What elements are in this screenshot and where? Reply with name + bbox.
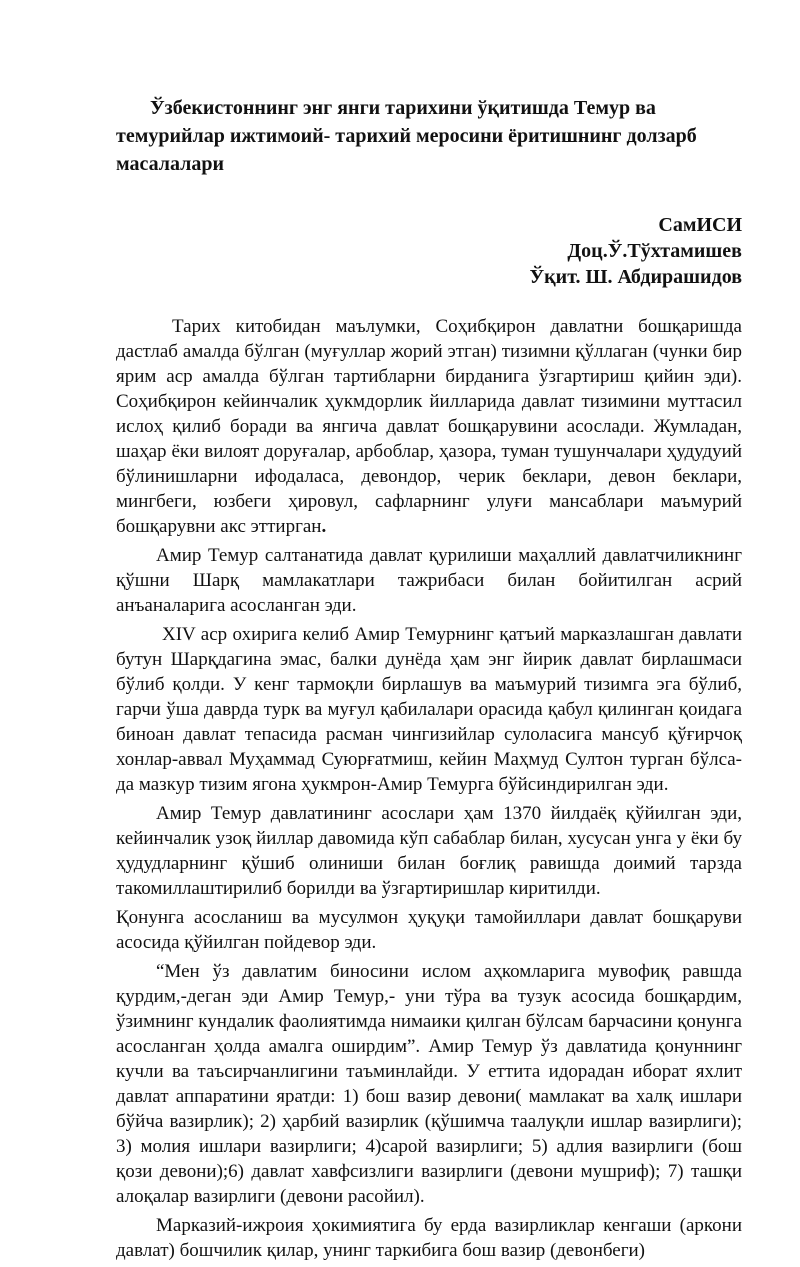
paragraph-text: Тарих китобидан маълумки, Соҳибқирон давлатни бошқаришда дастлаб амалда бўлган (муғуллар жорий этган) тизимни қўллаган (чунки бир ярим аср амалда бўлган тартибларни бирданига ўзгартириш қийин эди). Соҳибқирон кейинчалик ҳукмдорлик йилларида давлат тизимини муттасил ислоҳ қилиб боради ва янгича давлат бошқарувини асослади. Жумладан, шаҳар ёки вилоят доруғалар, арбоблар, ҳазора, туман тушунчалари ҳудудуий бўлинишларни ифодаласа, девондор, черик беклари, девон беклари, мингбеги, юзбеги ҳировул, сафларнинг улуғи мансаблари маъмурий бошқарувни акс эттирган <box>116 316 742 537</box>
document-body <box>116 314 742 1263</box>
document-title: Ўзбекистоннинг энг янги тарихини ўқитишда Темур ва темурийлар ижтимоий- тарихий меросини ёритишнинг долзарб масалалари <box>116 97 697 175</box>
paragraph: XIV аср охирига келиб Амир Темурнинг қатъий марказлашган давлати бутун Шарқдагина эмас, балки дунёда ҳам энг йирик давлат бирлашмаси бўлиб қолди. У кенг тармоқли бирлашув ва маъмурий тизимга эга бўлиб, гарчи ўша даврда турк ва муғул қабилалари орасида қабул қилинган қоидага биноан давлат тепасида расман чингизийлар сулоласига мансуб қўғирчоқ хонлар-аввал Муҳаммад Суюрғатмиш, кейин Маҳмуд Султон турган бўлса-да мазкур тизим ягона ҳукмрон-Амир Темурга бўйсиндирилган эди. <box>116 624 742 795</box>
author-name: Доц.Ў.Тўхтамишев <box>567 240 742 262</box>
paragraph-end-mark: . <box>321 516 327 537</box>
institution-name: СамИСИ <box>658 214 742 236</box>
paragraph <box>116 314 742 539</box>
paragraph: Марказий-ижроия ҳокимиятига бу ерда вазирликлар кенгаши (аркони давлат) бошчилик қилар, унинг таркибига бош вазир (девонбеги) <box>116 1215 742 1261</box>
document-page <box>116 94 742 1267</box>
paragraph: Амир Темур давлатининг асослари ҳам 1370 йилдаёқ қўйилган эди, кейинчалик узоқ йиллар давомида кўп сабаблар билан, хусусан унга у ёки бу ҳудудларнинг қўшиб олиниши билан боғлиқ равишда доимий тарзда такомиллаштирилиб борилди ва ўзгартиришлар киритилди. <box>116 803 742 899</box>
paragraph: “Мен ўз давлатим биносини ислом аҳкомларига мувофиқ равшда қурдим,-деган эди Амир Темур,- уни тўра ва тузук асосида бошқардим, ўзимнинг кундалик фаолиятимда нимаики қилган бўлсам барчасини қонунга асосланган ҳолда амалга оширдим”. Амир Темур ўз давлатида қонуннинг кучли ва таъсирчанлигини таъминлайди. У еттита идорадан иборат яхлит давлат аппаратини яратди: 1) бош вазир девони( мамлакат ва халқ ишлари бўйча вазирлик); 2) ҳарбий вазирлик (қўшимча таалуқли ишлар вазирлиги); 3) молия ишлари вазирлиги; 4)сарой вазирлиги; 5) адлия вазирлиги (бош қози девони);6) давлат хавфсизлиги вазирлиги (девони мушриф); 7) ташқи алоқалар вазирлиги (девони расойил). <box>116 961 742 1207</box>
paragraph: Қонунга асосланиш ва мусулмон ҳуқуқи тамойиллари давлат бошқаруви асосида қўйилган пойдевор эди. <box>116 907 742 953</box>
paragraph: Амир Темур салтанатида давлат қурилиши маҳаллий давлатчиликнинг қўшни Шарқ мамлакатлари тажрибаси билан бойитилган асрий анъаналарига асосланган эди. <box>116 545 742 616</box>
author-name: Ўқит. Ш. Абдирашидов <box>529 266 742 288</box>
authors-block <box>116 212 742 290</box>
